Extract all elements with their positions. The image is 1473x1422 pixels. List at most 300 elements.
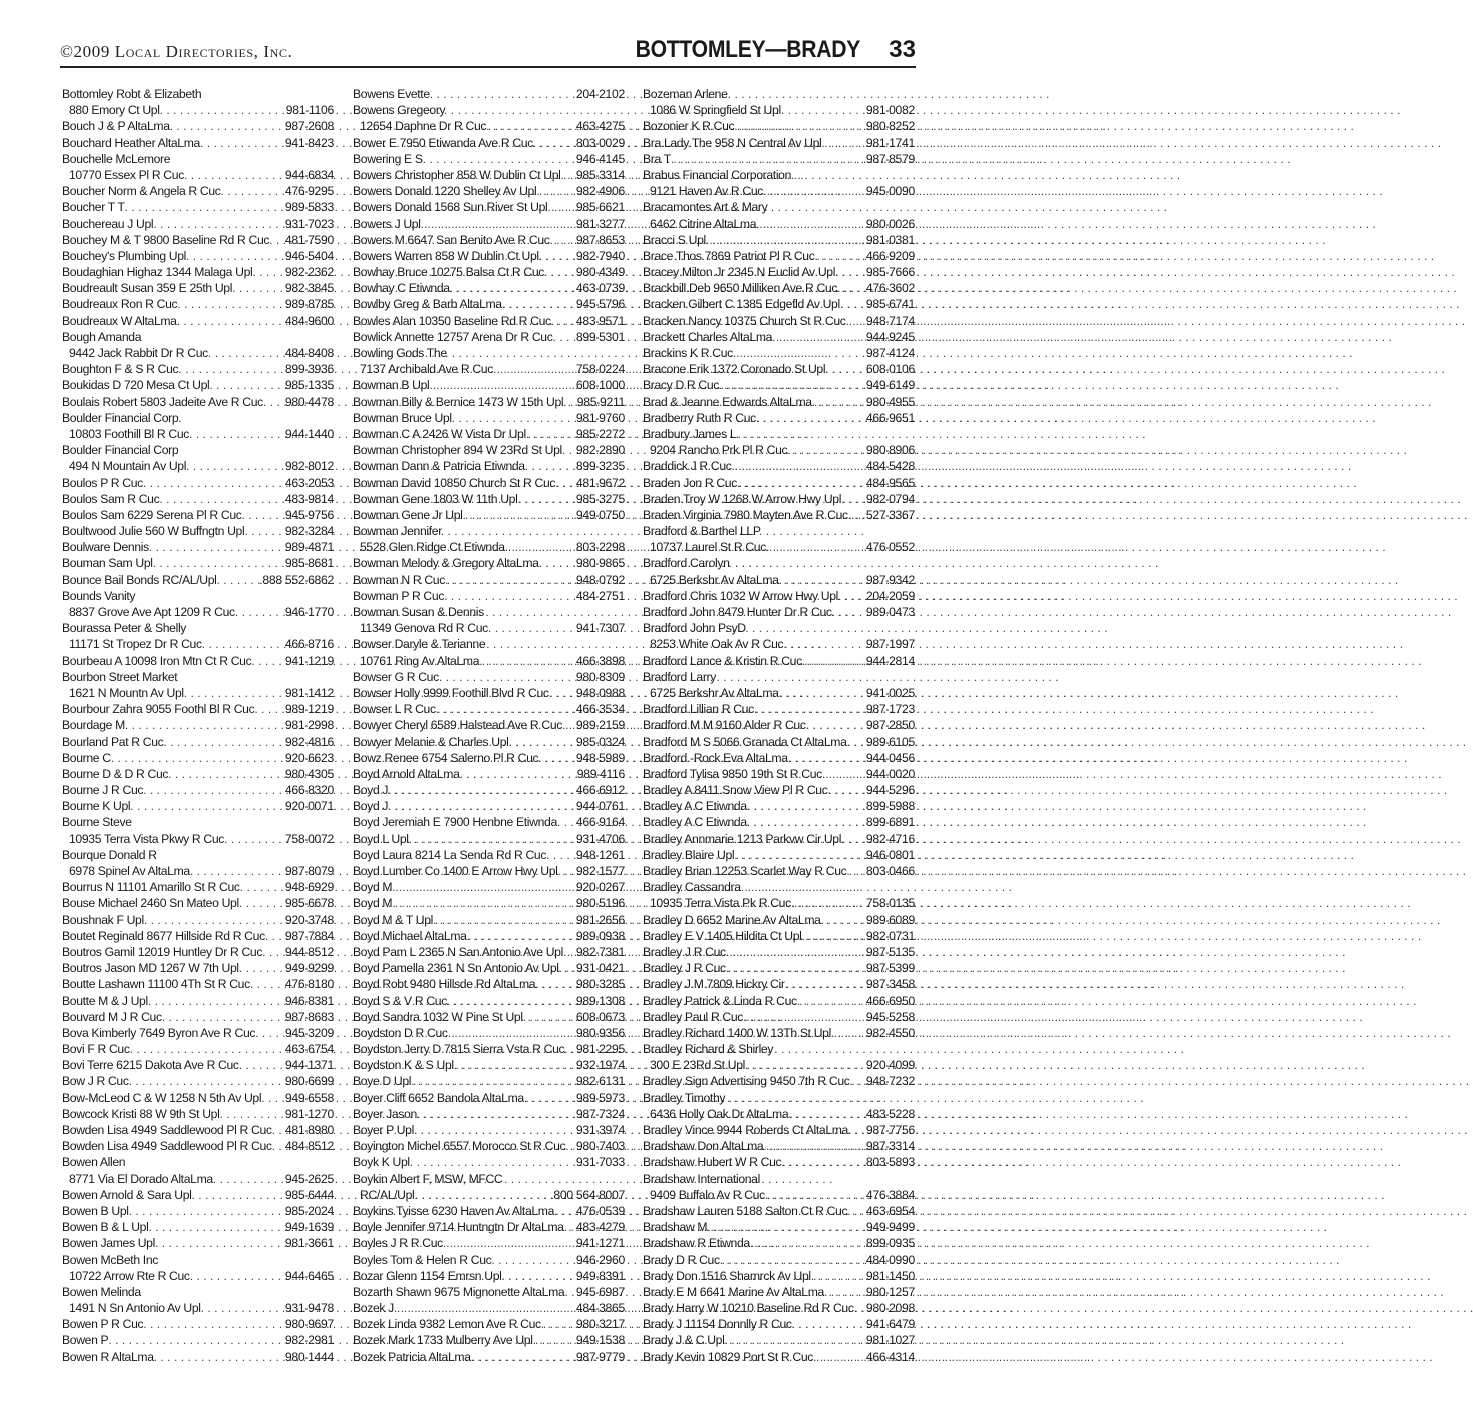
listing-name: Bowers Christopher 858 W Dublin Ct Upl (353, 167, 561, 182)
listing-phone: 989-6105 (865, 734, 915, 749)
dot-leader (129, 1203, 285, 1219)
listing-entry (62, 232, 334, 248)
listing-entry (643, 766, 915, 782)
dot-leader (414, 1122, 576, 1138)
listing-entry (62, 1106, 334, 1122)
listing-name: Bozeman Arlene (643, 87, 728, 101)
listing-entry (62, 717, 334, 733)
listing-entry (643, 572, 915, 588)
listing-entry (62, 1235, 334, 1251)
dot-leader (561, 167, 576, 183)
listing-phone: 980-4305 (284, 766, 334, 781)
listing-entry (62, 928, 334, 944)
dot-leader (562, 442, 576, 458)
dot-leader (734, 847, 866, 863)
listing-phone: 484-9600 (284, 313, 334, 328)
dot-leader (265, 928, 285, 944)
listing-entry (62, 102, 334, 118)
listing-phone: 463-4275 (575, 119, 625, 134)
listing-entry (62, 766, 334, 782)
listing-phone: 803-0029 (575, 135, 625, 150)
listing-phone: 985-1335 (284, 378, 334, 393)
listing-name: Bowser G R Cuc (353, 669, 439, 684)
listing-phone: 987-7756 (865, 1123, 915, 1137)
dot-leader (564, 1219, 576, 1235)
listing-phone: 987-8683 (284, 1009, 334, 1024)
dot-leader (743, 1009, 866, 1025)
listing-name: Bozar Glenn 1154 Emrsn Upl (353, 1268, 502, 1283)
listing-entry (643, 798, 915, 814)
listing-entry (62, 1073, 334, 1089)
dot-leader (562, 717, 576, 733)
listing-name: Brady D R Cuc (643, 1252, 720, 1267)
listing-entry (643, 636, 915, 652)
listing-entry (62, 798, 334, 814)
listing-name: Bowen Melinda (62, 1284, 141, 1299)
listing-phone: 980-4955 (865, 394, 915, 409)
dot-leader (409, 831, 576, 847)
dot-leader (539, 555, 576, 571)
listing-entry (643, 604, 915, 620)
listing-entry (643, 102, 915, 118)
dot-leader (763, 1138, 866, 1154)
listing-name: Bough Amanda (62, 329, 142, 344)
listing-entry (62, 1154, 334, 1170)
dot-leader (524, 1090, 576, 1106)
listing-entry (353, 1009, 625, 1025)
listing-entry (643, 394, 915, 410)
dot-leader (388, 782, 576, 798)
dot-leader (558, 863, 576, 879)
dot-leader (177, 296, 285, 312)
listing-name: 10935 Terra Vista Pkwy R Cuc (69, 831, 225, 846)
listing-phone: 982-7381 (575, 944, 625, 959)
listing-phone: 981-2295 (575, 1042, 625, 1057)
dot-leader (756, 216, 866, 232)
listing-entry (62, 1138, 334, 1154)
listing-name: Bradley A C Etiwnda (643, 799, 747, 814)
listing-phone: 982-2981 (284, 1333, 334, 1348)
listing-name: Bowser Daryle & Terianne (353, 637, 486, 652)
listing-entry (353, 879, 625, 895)
listing-entry (643, 442, 915, 458)
listing-name: Bradford M M 9160 Alder R Cuc (643, 718, 806, 733)
dot-leader (554, 1203, 576, 1219)
listing-name: Bowers J Upl (353, 216, 421, 231)
dot-leader (251, 653, 285, 669)
dot-leader (201, 1300, 285, 1316)
listing-entry (353, 766, 625, 782)
listing-name: Bourland Pat R Cuc (62, 734, 164, 749)
listing-entry (353, 118, 625, 134)
listing-entry (62, 993, 334, 1009)
listing-phone: 982-0794 (865, 491, 915, 506)
listing-entry (62, 782, 334, 798)
listing-phone: 946-2960 (575, 1252, 625, 1267)
listing-entry (62, 734, 334, 750)
dot-leader (239, 895, 285, 911)
listing-entry (643, 555, 915, 571)
listing-name: Boukidas D 720 Mesa Ct Upl (62, 378, 210, 393)
listing-entry (353, 86, 625, 102)
listing-entry (643, 539, 915, 555)
listing-entry (62, 572, 334, 588)
listing-entry (62, 1122, 334, 1138)
listing-phone: 944-0020 (865, 766, 915, 781)
listing-name: Bouchereau J Upl (62, 216, 154, 231)
dot-leader (797, 993, 866, 1009)
listing-name: Boyd Jeremiah E 7900 Henbne Etiwnda (353, 815, 557, 830)
listing-name: Bouchey's Plumbing Upl (62, 248, 187, 263)
dot-leader (787, 442, 866, 458)
dot-leader (163, 734, 284, 750)
listing-name: Bradley J R Cuc (643, 961, 726, 976)
listing-entry (62, 879, 334, 895)
listing-entry (62, 264, 334, 280)
listing-phone: 989-8785 (284, 297, 334, 312)
listing-phone: 982-0731 (865, 928, 915, 943)
listing-phone: 980-5196 (575, 896, 625, 911)
dot-leader (263, 394, 285, 410)
listing-name: Bowering E S (353, 151, 423, 166)
listing-name: Boutros Gamil 12019 Huntley Dr R Cuc (62, 944, 263, 959)
dot-leader (493, 361, 576, 377)
dot-leader (719, 377, 866, 393)
listing-phone: 945-5258 (865, 1009, 915, 1024)
listing-name: Bra Lady The 958 N Central Av Upl (643, 135, 822, 150)
dot-leader (671, 151, 866, 167)
listing-entry (62, 636, 334, 652)
listing-phone: 985-3314 (575, 167, 625, 182)
listing-phone: 941-6479 (865, 1317, 915, 1332)
listing-entry (62, 1219, 334, 1235)
listing-name: Bova Kimberly 7649 Byron Ave R Cuc (62, 1025, 256, 1040)
listing-name: Boyer Cliff 6652 Bandola AltaLma (353, 1090, 524, 1105)
listing-entry (62, 1041, 334, 1057)
listing-phone: 981-0381 (865, 232, 915, 247)
dot-leader (460, 766, 577, 782)
listing-phone: 945-5796 (575, 297, 625, 312)
dot-leader (825, 361, 866, 377)
listing-entry (353, 993, 625, 1009)
listing-name: Bradshaw Hubert W R Cuc (643, 1155, 782, 1170)
listing-phone: 981-2998 (284, 718, 334, 733)
dot-leader (781, 1154, 866, 1170)
listing-phone: 920-0267 (575, 880, 625, 895)
listing-name: Bouchelle McLemore (62, 151, 171, 166)
listing-name: Bracci S Upl (643, 232, 706, 247)
dot-leader (541, 1316, 576, 1332)
listing-entry (643, 701, 915, 717)
dot-leader (525, 458, 576, 474)
listing-entry (353, 750, 625, 766)
listing-name: 6978 Spinel Av AltaLma (69, 864, 190, 878)
listing-phone: 980-8309 (575, 669, 625, 684)
listing-phone: 484-8512 (284, 1139, 334, 1154)
listing-name: Bradford Tylisa 9850 19th St R Cuc (643, 766, 822, 781)
listing-name: Bowhay Bruce 10275 Balsa Ct R Cuc (353, 265, 545, 280)
listing-name: Bourbeau A 10098 Iron Mtn Ct R Cuc (62, 653, 252, 668)
listing-name: Boyd M (353, 896, 393, 911)
dot-leader (840, 296, 866, 312)
listing-phone: 466-6950 (865, 993, 915, 1008)
listing-entry (353, 102, 625, 118)
dot-leader (443, 1235, 576, 1251)
listing-entry (353, 1122, 625, 1138)
dot-leader (208, 345, 285, 361)
listing-phone: 980-6699 (284, 1074, 334, 1089)
listing-entry (62, 539, 334, 555)
listing-entry (643, 588, 915, 604)
listing-name: Bradley J M 7809 Hickry Cir (643, 977, 785, 992)
listing-phone: 608-1000 (575, 378, 625, 393)
listing-name: 10770 Essex Pl R Cuc (69, 167, 184, 182)
listing-name: Bourne D & D R Cuc (62, 766, 169, 781)
listing-entry (62, 313, 334, 329)
dot-leader (779, 572, 866, 588)
listing-name: Bowen Arnold & Sara Upl (62, 1187, 192, 1202)
dot-leader (184, 685, 285, 701)
listing-entry (62, 814, 334, 830)
listing-name: Bouchard Heather AltaLma (62, 135, 200, 150)
dot-leader (189, 426, 285, 442)
listing-phone: 466-9164 (575, 815, 625, 830)
listing-phone: 987-7884 (284, 928, 334, 943)
listing-entry (643, 491, 915, 507)
listing-phone: 466-9209 (865, 248, 915, 263)
dot-leader (111, 750, 285, 766)
listing-name: 6462 Citrine AltaLma (650, 216, 757, 231)
dot-leader (463, 507, 576, 523)
listing-name: 10737 Laurel St R Cuc (650, 540, 766, 555)
dot-leader (160, 102, 286, 118)
listing-entry (643, 1122, 915, 1138)
listing-name: Bra T (643, 151, 671, 166)
listing-name: Bow-McLeod C & W 1258 N 5th Av Upl (62, 1090, 262, 1105)
dot-leader (154, 1349, 285, 1365)
dot-leader (788, 1106, 866, 1122)
listing-name: Bradley D 6652 Marine Av AltaLma (643, 912, 821, 927)
listing-name: Boucher T T (62, 200, 125, 215)
listing-entry (62, 475, 334, 491)
listing-name: Bowers M 6647 San Benito Ave R Cuc (353, 232, 550, 247)
dot-leader (447, 993, 576, 1009)
dot-leader (125, 199, 285, 215)
listing-name: 7137 Archibald Ave R Cuc (360, 362, 493, 377)
listing-name: Boyles J R R Cuc (353, 1236, 443, 1251)
listing-entry (643, 1138, 915, 1154)
dot-leader (252, 264, 285, 280)
listing-name: Bourrus N 11101 Amarillo St R Cuc (62, 880, 240, 895)
dot-leader (821, 912, 866, 928)
dot-leader (564, 1041, 576, 1057)
dot-leader (802, 653, 866, 669)
listing-name: 10722 Arrow Rte R Cuc (69, 1268, 190, 1283)
listing-entry (353, 491, 625, 507)
dot-leader (129, 1073, 285, 1089)
listing-entry (353, 410, 625, 426)
page-number: 33 (889, 36, 916, 63)
listing-phone: 989-4116 (576, 766, 625, 781)
listing-entry (62, 750, 334, 766)
listing-entry (62, 394, 334, 410)
listing-phone: 944-5296 (865, 783, 915, 798)
listing-entry (353, 588, 625, 604)
listing-phone: 981-3661 (284, 1236, 334, 1251)
listing-phone: 980-9697 (284, 1317, 334, 1332)
listing-phone: 948-5989 (575, 750, 625, 765)
listing-name: Bouse Michael 2460 Sn Mateo Upl (62, 896, 239, 911)
listing-entry (353, 458, 625, 474)
listing-name: Boyd M (353, 880, 393, 895)
dot-leader (747, 798, 866, 814)
dot-leader (200, 135, 285, 151)
listing-phone: 982-4550 (865, 1025, 915, 1040)
listing-name: Boyer P Upl (353, 1123, 414, 1137)
dot-leader (143, 782, 285, 798)
listing-phone: 476-3884 (865, 1187, 915, 1202)
listing-entry (643, 1332, 915, 1348)
dot-leader (269, 232, 285, 248)
listing-phone: 608-0673 (575, 1009, 625, 1024)
listing-name: Bradley Timothy (643, 1090, 726, 1105)
dot-leader (108, 1332, 285, 1348)
listing-name: Bowen P R Cuc (62, 1317, 144, 1332)
listing-phone: 931-4706 (575, 831, 625, 846)
listing-name: Bowman Gene 1803 W 11th Upl (353, 491, 518, 506)
dot-leader (546, 847, 576, 863)
dot-leader (202, 636, 285, 652)
listing-phone: 899-3936 (284, 362, 334, 377)
listing-entry (62, 1284, 334, 1300)
listing-name: 10935 Terra Vista Pk R Cuc (650, 896, 791, 911)
listing-entry (353, 928, 625, 944)
listing-name: Bradford Lillian R Cuc (643, 702, 754, 717)
listing-phone: 982-3845 (284, 281, 334, 296)
listing-entry (353, 636, 625, 652)
dot-leader (394, 1300, 576, 1316)
listing-entry (62, 588, 334, 604)
dot-leader (429, 377, 575, 393)
listing-entry (643, 669, 915, 685)
listing-entry (62, 847, 334, 863)
listing-phone: 985-2272 (575, 426, 625, 441)
listing-name: Bracy D R Cuc (643, 378, 720, 393)
dot-leader (732, 458, 866, 474)
dot-leader (563, 944, 576, 960)
listing-name: Bouch J & P AltaLma (62, 119, 170, 134)
dot-leader (190, 1268, 285, 1284)
listing-phone: 989-1308 (575, 993, 625, 1008)
listing-entry (643, 976, 915, 992)
listing-name: Bradbury James L (643, 426, 737, 441)
listing-name: Boultwood Julie 560 W Buffngtn Upl (62, 524, 245, 539)
listing-entry (62, 1025, 334, 1041)
listing-phone: 945-6987 (575, 1284, 625, 1299)
listing-name: Bourne J R Cuc (62, 783, 144, 798)
listing-name: Bowen B Upl (62, 1203, 129, 1218)
dot-leader (224, 831, 285, 847)
listing-phone: 989-5973 (575, 1090, 625, 1105)
dot-leader (191, 1187, 284, 1203)
listing-entry (643, 458, 915, 474)
listing-name: Bradley Cassandra (643, 880, 741, 895)
listing-phone: 985-8681 (284, 556, 334, 571)
listing-phone: 803-2298 (575, 540, 625, 555)
listing-entry (62, 135, 334, 151)
dot-leader (143, 1316, 285, 1332)
listing-name: Boudaghian Highaz 1344 Malaga Upl (62, 265, 253, 280)
listing-phone: 899-5301 (575, 329, 625, 344)
listing-entry (643, 1041, 915, 1057)
dot-leader (168, 766, 285, 782)
listing-entry (643, 199, 915, 215)
listing-entry (353, 1171, 625, 1187)
listing-entry (62, 620, 334, 636)
listing-entry (353, 361, 625, 377)
listing-phone: .888 552-6862 (259, 572, 334, 587)
listing-entry (353, 1316, 625, 1332)
dot-leader (549, 685, 576, 701)
dot-leader (559, 960, 576, 976)
listing-entry (643, 1057, 915, 1073)
listing-name: Bounds Vanity (62, 588, 136, 603)
listing-entry (353, 653, 625, 669)
listing-name: Bowman Christopher 894 W 23Rd St Upl (353, 443, 562, 458)
listing-phone: 946-8381 (284, 993, 334, 1008)
dot-leader (756, 410, 866, 426)
listing-name: Bradberry Ruth R Cuc (643, 410, 756, 425)
listing-phone: 931-7033 (575, 1155, 625, 1170)
listing-entry (643, 912, 915, 928)
dot-leader (242, 507, 285, 523)
dot-leader (854, 1300, 866, 1316)
listing-entry (353, 475, 625, 491)
listing-entry (643, 1235, 915, 1251)
dot-leader (436, 701, 576, 717)
listing-phone: 980-9356 (575, 1025, 625, 1040)
listing-entry (353, 1025, 625, 1041)
listing-name: Boutte Lashawn 11100 4Th St R Cuc (62, 977, 250, 992)
listing-name: Brace Thos 7869 Patriot Pl R Cuc (643, 248, 815, 263)
listing-phone: 920-6623 (284, 750, 334, 765)
listing-phone: 980-3285 (575, 977, 625, 992)
listing-name: Bradford Lance & Kristin R Cuc (643, 653, 802, 668)
dot-leader (219, 1106, 284, 1122)
listing-name: Boyd M & T Upl (353, 912, 433, 927)
listing-phone: 948-6929 (284, 880, 334, 895)
listing-entry (353, 1073, 625, 1089)
listing-phone: 982-8012 (284, 459, 334, 474)
listing-entry (353, 912, 625, 928)
listing-entry (353, 539, 625, 555)
listing-name: 1086 W Springfield St Upl (650, 103, 781, 118)
dot-leader (772, 329, 866, 345)
dot-leader (148, 1219, 284, 1235)
listing-entry (62, 912, 334, 928)
listing-name: Bozonier K R Cuc (643, 119, 735, 134)
dot-leader (750, 1235, 866, 1251)
listing-entry (643, 377, 915, 393)
listing-entry (643, 507, 915, 523)
listing-entry (62, 151, 334, 167)
dot-leader (170, 118, 285, 134)
listing-name: Boyd L Upl (353, 831, 409, 846)
listing-name: Boudreault Susan 359 E 25th Upl (62, 281, 233, 296)
listing-name: Boyle Jennifer 9714 Huntngtn Dr AltaLma (353, 1220, 564, 1235)
listing-name: Brackins K R Cuc (643, 346, 733, 360)
listing-phone: 945-0090 (865, 184, 915, 199)
